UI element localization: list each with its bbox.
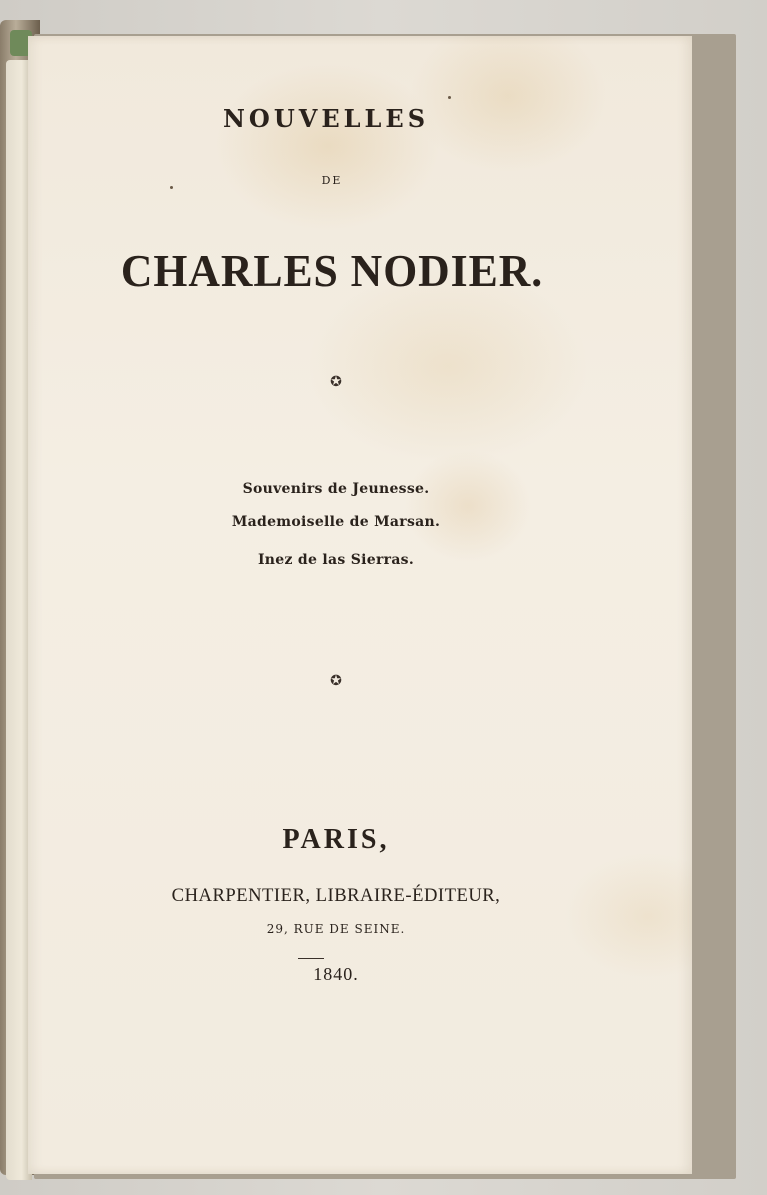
- title-connector: DE: [321, 174, 343, 187]
- story-title: Souvenirs de Jeunesse.: [242, 481, 430, 497]
- imprint-place: PARIS,: [282, 824, 390, 855]
- imprint-year: 1840.: [313, 964, 359, 984]
- imprint-address: 29, RUE DE SEINE.: [266, 922, 406, 936]
- story-title: Mademoiselle de Marsan.: [231, 514, 441, 530]
- title-page: [28, 36, 692, 1174]
- book-heading: NOUVELLES: [222, 104, 430, 133]
- author-name: CHARLES NODIER.: [120, 245, 544, 296]
- ornament-top-icon: ✪: [330, 374, 342, 390]
- paper-speck: [170, 186, 173, 189]
- paper-speck: [448, 96, 451, 99]
- divider-rule: [298, 958, 324, 959]
- story-title: Inez de las Sierras.: [257, 552, 415, 568]
- ornament-bottom-icon: ✪: [330, 673, 342, 689]
- imprint-publisher: CHARPENTIER, LIBRAIRE-ÉDITEUR,: [171, 885, 501, 906]
